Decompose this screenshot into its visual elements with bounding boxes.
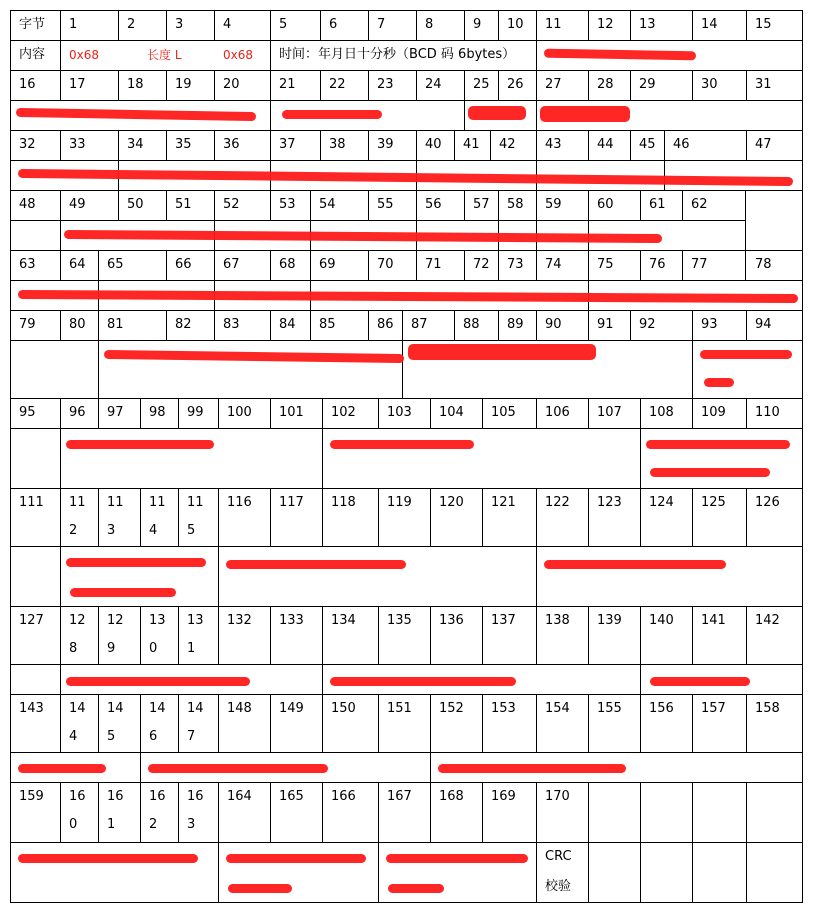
byte-number: 9 (473, 17, 482, 32)
byte-number: 98 (149, 405, 166, 420)
byte-number: 134 (331, 613, 356, 628)
byte-number: 116 (227, 495, 252, 510)
byte-number: 21 (279, 77, 296, 92)
byte-number: 22 (329, 77, 346, 92)
byte-number: 67 (223, 257, 240, 272)
byte-number: 15 (755, 17, 772, 32)
redaction-mark (70, 588, 176, 597)
byte-number: 49 (69, 197, 86, 212)
byte-number: 16 (19, 77, 36, 92)
byte-number: 12 8 (69, 613, 86, 656)
byte-number: 106 (545, 405, 570, 420)
byte-number: 84 (279, 317, 296, 332)
byte-number: 120 (439, 495, 464, 510)
byte-number: 74 (545, 257, 562, 272)
byte-number: 100 (227, 405, 252, 420)
byte-number: 123 (597, 495, 622, 510)
byte-number: 20 (223, 77, 240, 92)
byte-number: 75 (597, 257, 614, 272)
byte-number: 165 (279, 789, 304, 804)
byte-number: 14 4 (69, 701, 86, 744)
redaction-mark (704, 378, 734, 387)
byte-number: 38 (329, 137, 346, 152)
byte-number: 83 (223, 317, 240, 332)
redaction-mark (330, 677, 516, 686)
byte-number: 79 (19, 317, 36, 332)
byte-number: 157 (701, 701, 726, 716)
byte-number: 142 (755, 613, 780, 628)
byte-number: 50 (127, 197, 144, 212)
byte-number: 45 (639, 137, 656, 152)
byte-number: 3 (175, 17, 184, 32)
byte-number: 89 (507, 317, 524, 332)
byte-number: 19 (175, 77, 192, 92)
byte-number: 16 1 (107, 789, 124, 832)
byte-number: 99 (187, 405, 204, 420)
byte-number: 81 (107, 317, 124, 332)
byte-number: 133 (279, 613, 304, 628)
byte-number: 31 (755, 77, 772, 92)
redaction-mark (228, 884, 292, 893)
byte-number: 88 (463, 317, 480, 332)
byte-number: 27 (545, 77, 562, 92)
byte-number: 110 (755, 405, 780, 420)
byte-number: 136 (439, 613, 464, 628)
byte-number: 35 (175, 137, 192, 152)
redaction-mark (438, 764, 626, 773)
redaction-mark (650, 677, 750, 686)
byte-number: 7 (377, 17, 386, 32)
byte-number: 109 (701, 405, 726, 420)
byte-number: 14 5 (107, 701, 124, 744)
byte-number: 58 (507, 197, 524, 212)
byte-number: 143 (19, 701, 44, 716)
crc-label: CRC (545, 849, 572, 864)
redaction-mark (18, 854, 198, 863)
header-byte-label: 字节 (19, 17, 46, 32)
byte-number: 96 (69, 405, 86, 420)
byte-number: 102 (331, 405, 356, 420)
byte-number: 2 (127, 17, 136, 32)
byte-number: 46 (673, 137, 690, 152)
byte-number: 53 (279, 197, 296, 212)
redaction-mark (226, 854, 366, 863)
byte-number: 12 (597, 17, 614, 32)
byte-number: 48 (19, 197, 36, 212)
length-field: 长度 L (147, 48, 182, 62)
byte-number: 16 2 (149, 789, 166, 832)
redaction-mark (650, 468, 770, 477)
redaction-mark (386, 854, 528, 863)
byte-number: 107 (597, 405, 622, 420)
byte-number: 18 (127, 77, 144, 92)
byte-number: 153 (491, 701, 516, 716)
byte-number: 11 (545, 17, 562, 32)
byte-number: 141 (701, 613, 726, 628)
byte-number: 77 (691, 257, 708, 272)
byte-number: 4 (223, 17, 232, 32)
byte-number: 92 (639, 317, 656, 332)
byte-number: 12 9 (107, 613, 124, 656)
byte-number: 65 (107, 257, 124, 272)
byte-number: 13 (639, 17, 656, 32)
byte-number: 80 (69, 317, 86, 332)
byte-number: 8 (425, 17, 434, 32)
byte-number: 124 (649, 495, 674, 510)
byte-number: 13 0 (149, 613, 166, 656)
byte-number: 91 (597, 317, 614, 332)
byte-number: 61 (649, 197, 666, 212)
byte-number: 44 (597, 137, 614, 152)
byte-number: 149 (279, 701, 304, 716)
byte-number: 159 (19, 789, 44, 804)
byte-number: 94 (755, 317, 772, 332)
byte-number: 86 (377, 317, 394, 332)
byte-number: 152 (439, 701, 464, 716)
byte-number: 164 (227, 789, 252, 804)
byte-number: 57 (473, 197, 490, 212)
byte-number: 59 (545, 197, 562, 212)
header-content-label: 内容 (19, 47, 46, 62)
byte-number: 125 (701, 495, 726, 510)
byte-number: 117 (279, 495, 304, 510)
redaction-mark (66, 558, 206, 567)
byte-number: 70 (377, 257, 394, 272)
byte-number: 121 (491, 495, 516, 510)
byte-number: 26 (507, 77, 524, 92)
redaction-mark (330, 440, 474, 449)
redaction-mark (66, 440, 214, 449)
byte-number: 155 (597, 701, 622, 716)
redaction-mark (226, 560, 406, 569)
byte-number: 87 (411, 317, 428, 332)
byte-number: 103 (387, 405, 412, 420)
byte-number: 55 (377, 197, 394, 212)
byte-number: 32 (19, 137, 36, 152)
byte-number: 37 (279, 137, 296, 152)
byte-number: 138 (545, 613, 570, 628)
byte-number: 167 (387, 789, 412, 804)
byte-number: 135 (387, 613, 412, 628)
byte-number: 23 (377, 77, 394, 92)
start-char-field-2: 0x68 (223, 48, 254, 62)
byte-number: 16 0 (69, 789, 86, 832)
byte-number: 33 (69, 137, 86, 152)
byte-number: 108 (649, 405, 674, 420)
byte-number: 24 (425, 77, 442, 92)
byte-number: 170 (545, 789, 570, 804)
byte-number: 1 (69, 17, 78, 32)
redaction-mark (646, 440, 790, 449)
byte-number: 127 (19, 613, 44, 628)
byte-number: 169 (491, 789, 516, 804)
byte-number: 158 (755, 701, 780, 716)
byte-number: 156 (649, 701, 674, 716)
byte-number: 39 (377, 137, 394, 152)
byte-number: 139 (597, 613, 622, 628)
byte-number: 111 (19, 495, 44, 510)
byte-number: 150 (331, 701, 356, 716)
byte-number: 34 (127, 137, 144, 152)
byte-number: 76 (649, 257, 666, 272)
redaction-mark (544, 560, 726, 569)
redaction-mark (66, 677, 250, 686)
byte-number: 78 (755, 257, 772, 272)
byte-number: 68 (279, 257, 296, 272)
byte-number: 54 (319, 197, 336, 212)
byte-number: 30 (701, 77, 718, 92)
byte-number: 126 (755, 495, 780, 510)
byte-number: 29 (639, 77, 656, 92)
byte-number: 64 (69, 257, 86, 272)
byte-number: 41 (463, 137, 480, 152)
byte-number: 56 (425, 197, 442, 212)
byte-number: 66 (175, 257, 192, 272)
byte-number: 118 (331, 495, 356, 510)
byte-number: 28 (597, 77, 614, 92)
byte-number: 101 (279, 405, 304, 420)
time-field: 时间：年月日十分秒（BCD 码 6bytes） (279, 47, 516, 62)
byte-number: 105 (491, 405, 516, 420)
byte-number: 151 (387, 701, 412, 716)
crc-check-label: 校验 (545, 879, 572, 894)
byte-number: 6 (329, 17, 338, 32)
redaction-mark (540, 106, 630, 122)
byte-number: 140 (649, 613, 674, 628)
byte-number: 10 (507, 17, 524, 32)
byte-number: 13 1 (187, 613, 204, 656)
byte-number: 11 3 (107, 495, 124, 538)
byte-number: 43 (545, 137, 562, 152)
byte-number: 52 (223, 197, 240, 212)
byte-number: 14 (701, 17, 718, 32)
redaction-mark (282, 110, 382, 119)
byte-number: 60 (597, 197, 614, 212)
byte-number: 148 (227, 701, 252, 716)
start-char-field: 0x68 (69, 48, 100, 62)
byte-number: 25 (473, 77, 490, 92)
byte-number: 97 (107, 405, 124, 420)
byte-number: 93 (701, 317, 718, 332)
byte-number: 71 (425, 257, 442, 272)
byte-number: 14 7 (187, 701, 204, 744)
byte-number: 104 (439, 405, 464, 420)
byte-number: 42 (499, 137, 516, 152)
redaction-mark (388, 884, 444, 893)
redaction-mark (408, 344, 596, 360)
redaction-mark (18, 764, 106, 773)
byte-number: 166 (331, 789, 356, 804)
byte-number: 11 2 (69, 495, 86, 538)
byte-number: 62 (691, 197, 708, 212)
byte-number: 85 (319, 317, 336, 332)
byte-number: 36 (223, 137, 240, 152)
byte-number: 14 6 (149, 701, 166, 744)
byte-number: 17 (69, 77, 86, 92)
byte-number: 5 (279, 17, 288, 32)
byte-number: 132 (227, 613, 252, 628)
byte-number: 47 (755, 137, 772, 152)
byte-number: 168 (439, 789, 464, 804)
redaction-mark (468, 106, 526, 120)
byte-number: 82 (175, 317, 192, 332)
byte-number: 16 3 (187, 789, 204, 832)
byte-number: 154 (545, 701, 570, 716)
byte-number: 95 (19, 405, 36, 420)
byte-number: 137 (491, 613, 516, 628)
byte-number: 11 4 (149, 495, 166, 538)
byte-number: 11 5 (187, 495, 204, 538)
redaction-mark (700, 350, 792, 359)
byte-number: 69 (319, 257, 336, 272)
byte-number: 51 (175, 197, 192, 212)
byte-number: 73 (507, 257, 524, 272)
redaction-mark (148, 764, 328, 773)
byte-number: 90 (545, 317, 562, 332)
byte-number: 119 (387, 495, 412, 510)
byte-number: 72 (473, 257, 490, 272)
byte-number: 40 (425, 137, 442, 152)
byte-number: 122 (545, 495, 570, 510)
byte-number: 63 (19, 257, 36, 272)
